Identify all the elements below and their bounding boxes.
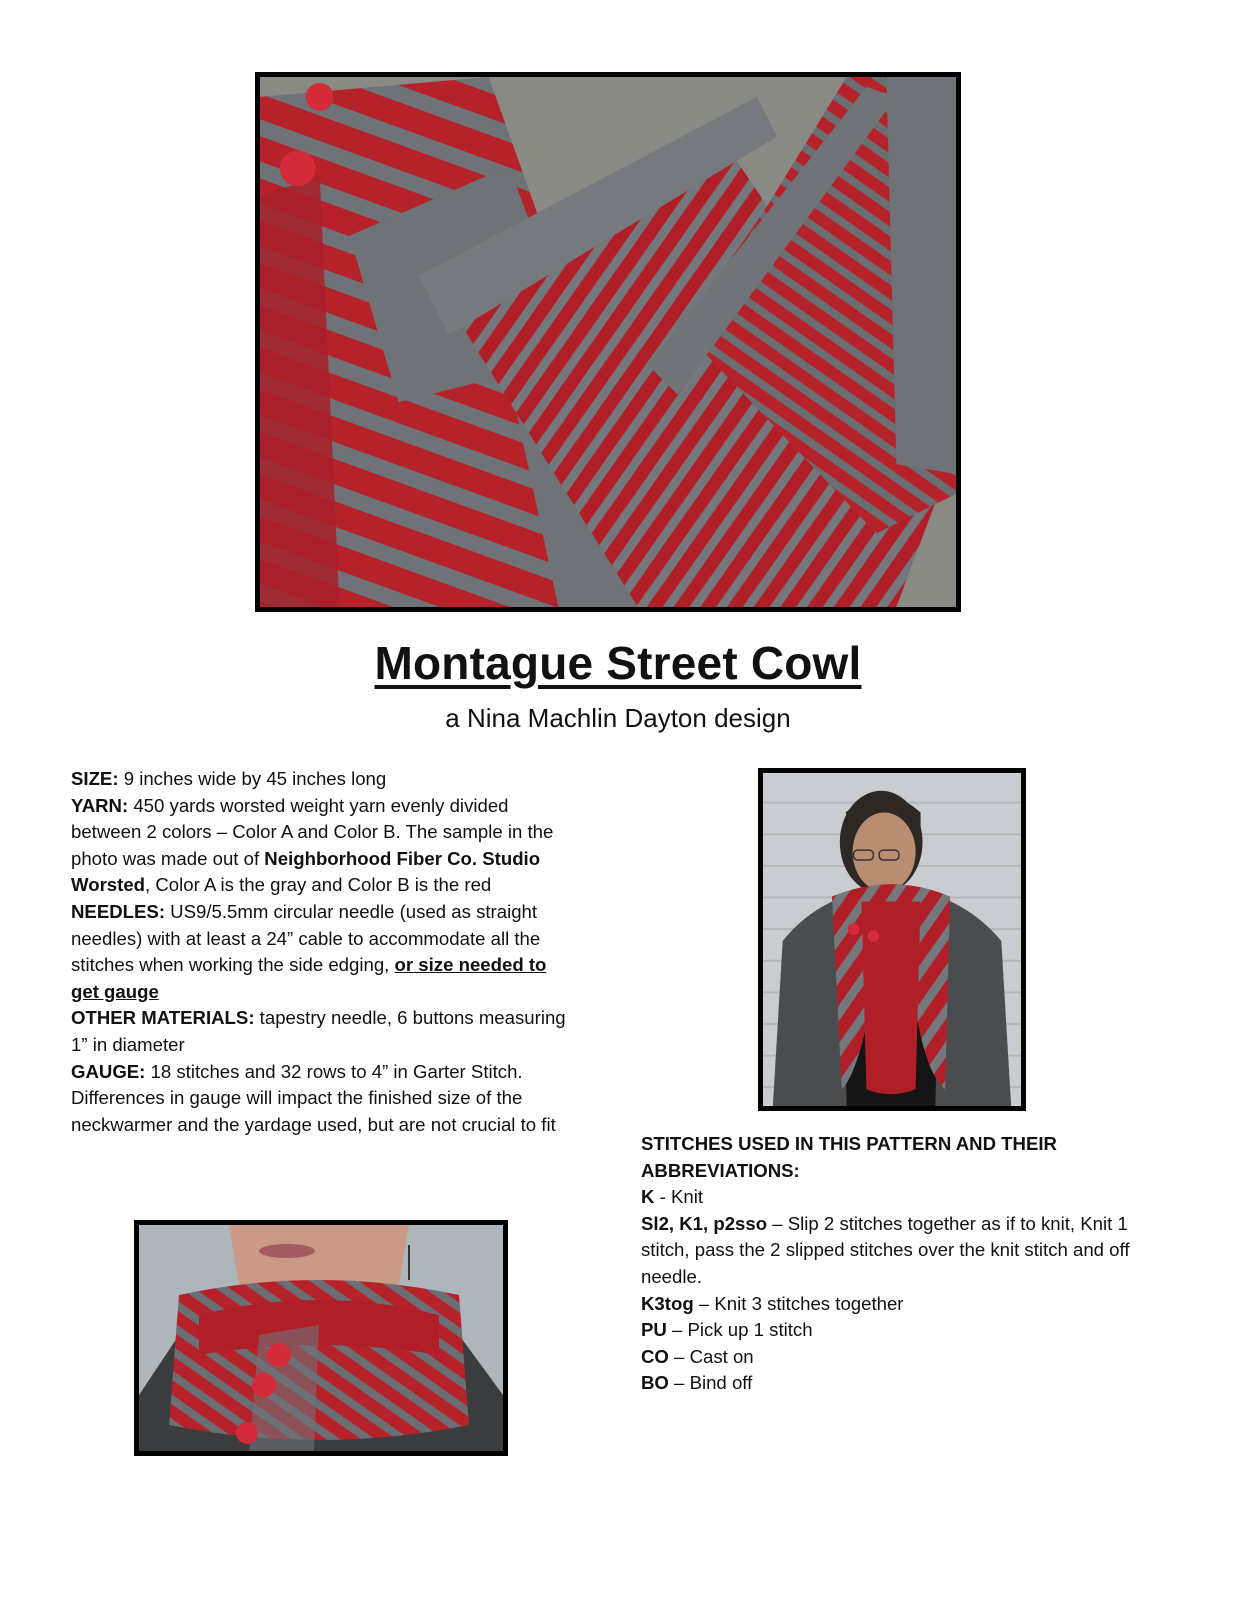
size-spec: SIZE: 9 inches wide by 45 inches long <box>71 768 387 789</box>
stitch-item: PU – Pick up 1 stitch <box>641 1319 813 1341</box>
pattern-title: Montague Street Cowl <box>374 637 862 689</box>
stitch-abbreviations <box>641 1131 1151 1397</box>
stitches-heading: STITCHES USED IN THIS PATTERN AND THEIR ABBREVIATIONS: <box>641 1133 1057 1181</box>
stitch-item: K3tog – Knit 3 stitches together <box>641 1292 904 1314</box>
yarn-spec: YARN: 450 yards worsted weight yarn evenly divided between 2 colors – Color A and Color B. The sample in the photo was made out of Neighborhood Fiber Co. Studio Worsted, Color A is the gray and Color B is the red <box>71 794 554 896</box>
yarn-brand: Neighborhood Fiber Co. Studio Worsted <box>71 847 541 896</box>
neck-closeup-photo <box>134 1220 508 1456</box>
other-materials-spec: OTHER MATERIALS: tapestry needle, 6 buttons measuring 1” in diameter <box>71 1007 566 1055</box>
stitch-item: CO – Cast on <box>641 1345 754 1367</box>
gauge-spec: GAUGE: 18 stitches and 32 rows to 4” in Garter Stitch. Differences in gauge will impact the finished size of the neckwarmer and the yardage used, but are not crucial to fit <box>71 1060 556 1135</box>
pattern-specs <box>71 766 571 1138</box>
stitch-item: K - Knit <box>641 1186 704 1208</box>
designer-subtitle: a Nina Machlin Dayton design <box>445 703 791 733</box>
gauge-emphasis: or size needed to get gauge <box>71 954 547 1002</box>
needles-spec: NEEDLES: US9/5.5mm circular needle (used as straight needles) with at least a 24” cable to accommodate all the stitches when working the side edging, or size needed to get gauge <box>71 900 547 1002</box>
hero-photo <box>255 72 961 612</box>
stitch-item: Sl2, K1, p2sso – Slip 2 stitches together as if to knit, Knit 1 stitch, pass the 2 slipped stitches over the knit stitch and off needle. <box>641 1212 1130 1287</box>
portrait-photo <box>758 768 1026 1111</box>
stitch-item: BO – Bind off <box>641 1372 753 1394</box>
